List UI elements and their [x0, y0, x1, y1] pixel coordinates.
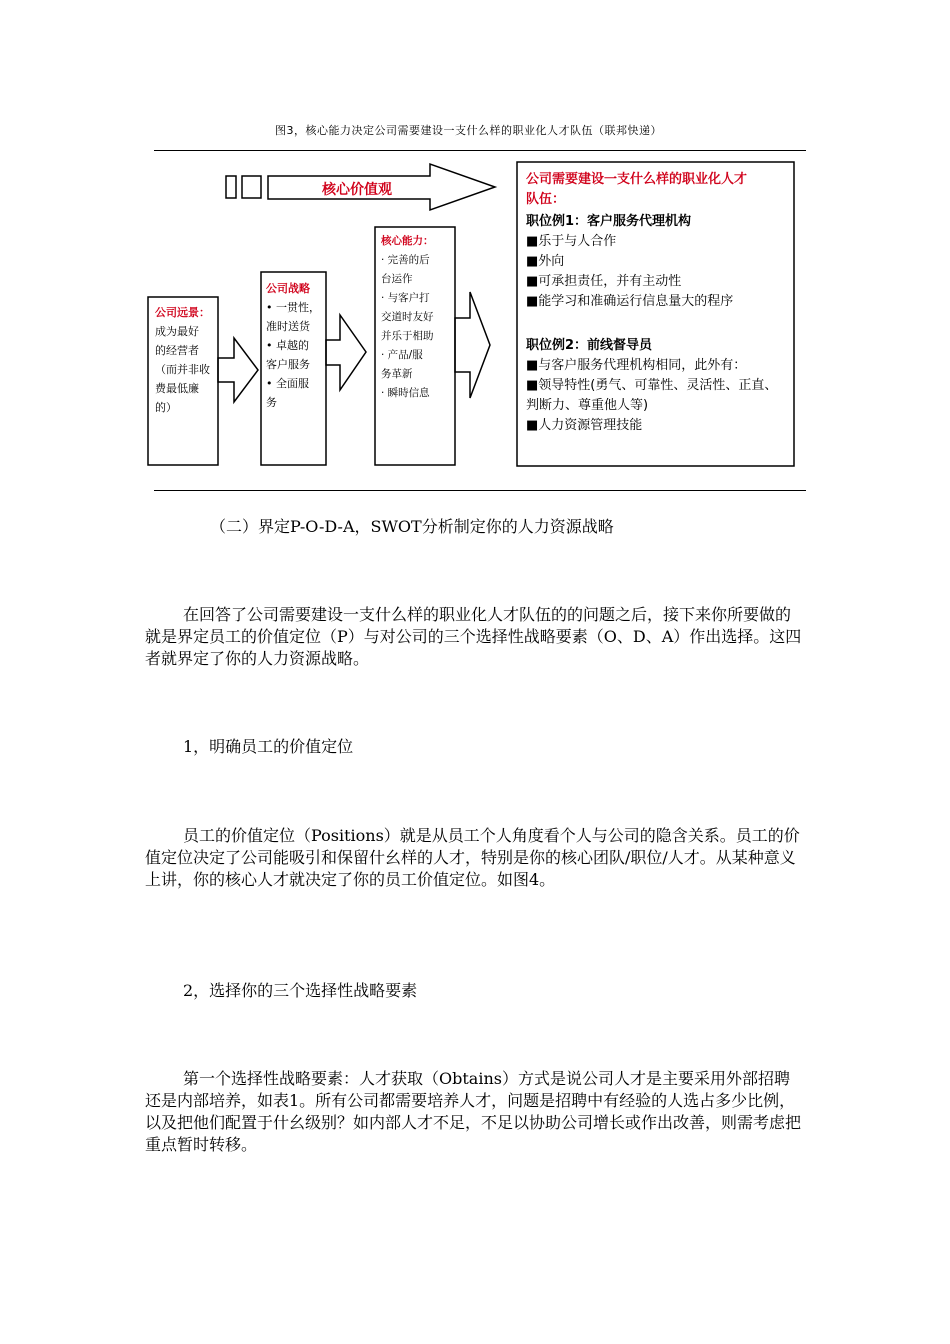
marker-square-2: [242, 176, 261, 198]
example2-item: ■领导特性(勇气、可靠性、灵活性、正直、: [526, 378, 778, 393]
capability-line: · 产品/服: [381, 349, 423, 361]
example2-heading: 职位例2：前线督导员: [526, 338, 653, 353]
strategy-heading: 公司战略: [266, 282, 310, 295]
capability-line: · 瞬時信息: [381, 387, 430, 399]
example2-item: ■人力资源管理技能: [526, 418, 643, 433]
vision-line: （而并非收: [155, 363, 210, 376]
figure-diagram: [0, 0, 950, 520]
arrow-3: [455, 292, 490, 398]
example2-item: 判断力、尊重他人等): [526, 398, 649, 413]
vision-line: 的经营者: [155, 344, 199, 357]
talent-title-line: 队伍：: [526, 192, 566, 207]
vision-line: 成为最好: [155, 325, 199, 338]
capability-line: 并乐于相助: [381, 330, 434, 342]
example1-heading: 职位例1：客户服务代理机构: [526, 214, 692, 229]
core-values-label: 核心价值观: [322, 182, 392, 198]
vision-heading: 公司远景：: [155, 306, 210, 319]
capability-line: · 完善的后: [381, 254, 430, 266]
marker-square-1: [226, 176, 236, 198]
figure-title: 图3，核心能力决定公司需要建设一支什么样的职业化人才队伍（联邦快递）: [275, 124, 662, 137]
strategy-line: • 全面服: [266, 377, 309, 390]
vision-line: 的）: [155, 401, 177, 414]
strategy-line: 务: [266, 396, 277, 409]
strategy-line: 客户服务: [266, 358, 310, 371]
talent-team-text: [526, 170, 796, 436]
vision-box-text: [155, 303, 217, 417]
talent-title-line: 公司需要建设一支什么样的职业化人才: [526, 172, 748, 187]
example1-item: ■乐于与人合作: [526, 234, 617, 249]
example1-item: ■可承担责任，并有主动性: [526, 274, 682, 289]
heading-value-positioning: 1，明确员工的价值定位: [183, 737, 354, 756]
paragraph-intro: 在回答了公司需要建设一支什么样的职业化人才队伍的的问题之后，接下来你所要做的就是界定员工的价值定位（P）与对公司的三个选择性战略要素（O、D、A）作出选择。这四者就界定了你的人力资源战略。: [145, 605, 802, 668]
strategy-line: • 卓越的: [266, 339, 309, 352]
capability-box-text: [381, 232, 455, 403]
capability-line: · 与客户打: [381, 292, 430, 304]
strategy-box-text: [266, 279, 326, 412]
example1-item: ■能学习和准确运行信息量大的程序: [526, 294, 734, 309]
capability-line: 务革新: [381, 368, 413, 380]
heading-strategic-elements: 2，选择你的三个选择性战略要素: [183, 981, 418, 1000]
capability-line: 交道时友好: [381, 311, 434, 323]
paragraph-positions: 员工的价值定位（Positions）就是从员工个人角度看个人与公司的隐含关系。员工的价值定位决定了公司能吸引和保留什幺样的人才，特别是你的核心团队/职位/人才。从某种意义上讲，你的核心人才就决定了你的员工价值定位。如图4。: [145, 826, 800, 889]
arrow-1: [218, 338, 258, 402]
strategy-line: • 一贯性，: [266, 301, 320, 314]
section-heading-poda: （二）界定P-O-D-A，SWOT分析制定你的人力资源战略: [210, 517, 614, 536]
capability-heading: 核心能力：: [381, 235, 434, 247]
capability-line: 台运作: [381, 273, 413, 285]
example2-item: ■与客户服务代理机构相同，此外有：: [526, 358, 747, 373]
example1-item: ■外向: [526, 254, 565, 269]
vision-line: 费最低廉: [155, 382, 199, 395]
strategy-line: 准时送货: [266, 320, 310, 333]
paragraph-obtains: 第一个选择性战略要素：人才获取（Obtains）方式是说公司人才是主要采用外部招聘还是内部培养，如表1。所有公司都需要培养人才，问题是招聘中有经验的人选占多少比例，以及把他们配置于什幺级别？如内部人才不足，不足以协助公司增长或作出改善，则需考虑把重点暂时转移。: [145, 1069, 802, 1154]
arrow-2: [326, 315, 366, 390]
